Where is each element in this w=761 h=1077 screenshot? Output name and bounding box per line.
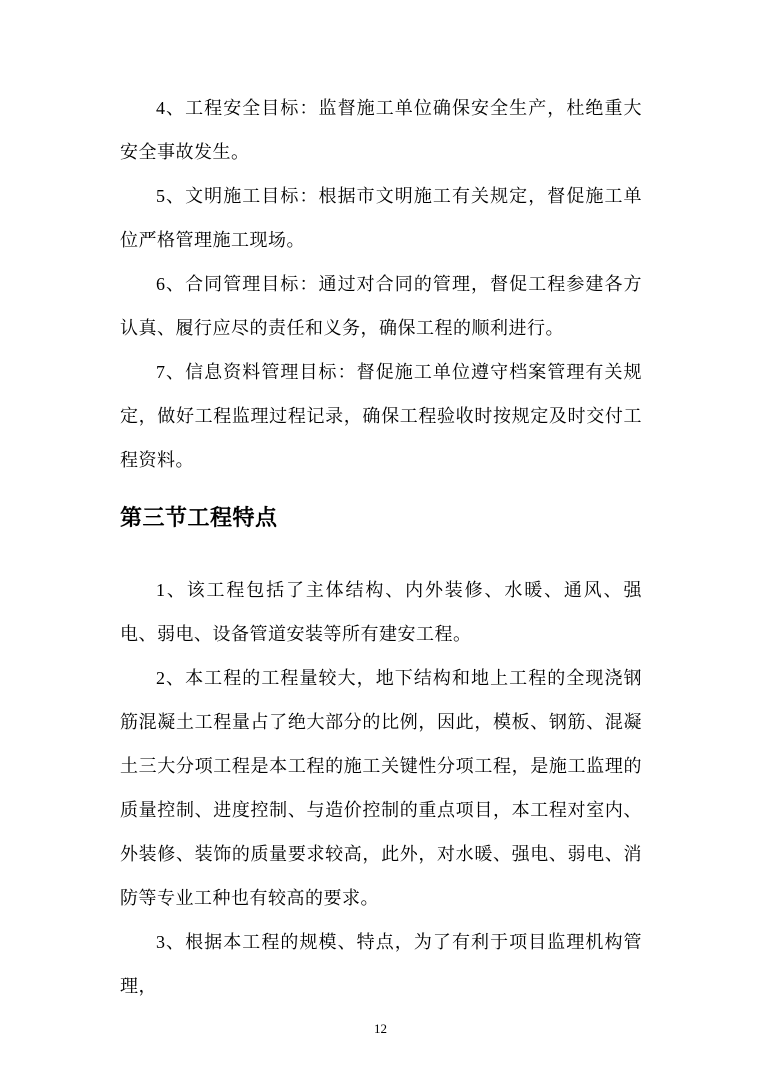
paragraph-goal-6: 6、合同管理目标：通过对合同的管理，督促工程参建各方认真、履行应尽的责任和义务，确保工程的顺利进行。 xyxy=(120,274,642,338)
paragraph-goal-7: 7、信息资料管理目标：督促施工单位遵守档案管理有关规定，做好工程监理过程记录，确保工程验收时按规定及时交付工程资料。 xyxy=(120,362,642,470)
paragraph-goal-5: 5、文明施工目标：根据市文明施工有关规定，督促施工单位严格管理施工现场。 xyxy=(120,186,642,250)
page-number: 12 xyxy=(374,1021,387,1036)
paragraph-feature-1: 1、该工程包括了主体结构、内外装修、水暖、通风、强电、弱电、设备管道安装等所有建安工程。 xyxy=(120,580,642,644)
paragraph-goal-4: 4、工程安全目标：监督施工单位确保安全生产，杜绝重大安全事故发生。 xyxy=(120,98,642,162)
section-heading: 第三节工程特点 xyxy=(120,505,278,530)
paragraph-feature-3: 3、根据本工程的规模、特点，为了有利于项目监理机构管理， xyxy=(120,932,642,996)
paragraph-feature-2: 2、本工程的工程量较大，地下结构和地上工程的全现浇钢筋混凝土工程量占了绝大部分的比例，因此，模板、钢筋、混凝土三大分项工程是本工程的施工关键性分项工程，是施工监理的质量控制、进度控制、与造价控制的重点项目，本工程对室内、外装修、装饰的质量要求较高，此外，对水暖、强电、弱电、消防等专业工种也有较高的要求。 xyxy=(120,668,642,908)
document-content xyxy=(120,86,642,1008)
